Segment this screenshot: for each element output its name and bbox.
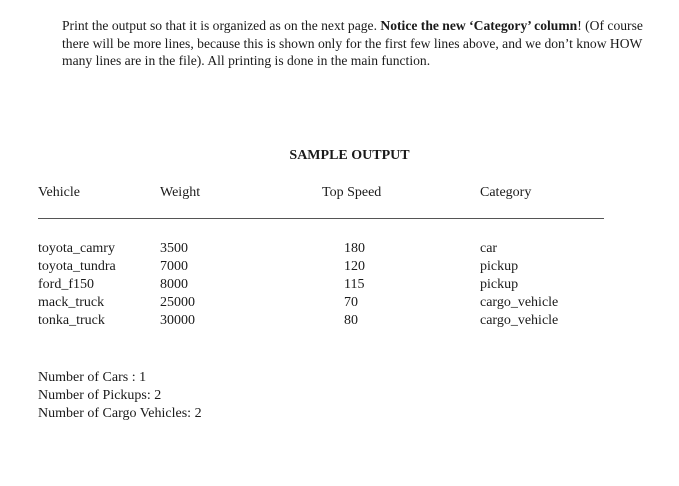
weight-cell: 7000 [160,259,188,274]
weight-cell: 30000 [160,313,195,328]
category-cell: cargo_vehicle [480,295,559,310]
weight-cell: 3500 [160,241,188,256]
weight-cell: 8000 [160,277,188,292]
instructions-paragraph [62,17,662,70]
intro-text-end: ! (Of course there will be more lines, because this is shown only for the first few lines above, and we don’t know HOW many lines are in the file). All printing is done in the main function. [62,18,643,68]
header-category: Category [480,185,532,200]
summary-pickups: Number of Pickups: 2 [38,388,162,403]
category-cell: pickup [480,277,519,292]
weight-cell: 25000 [160,295,195,310]
vehicle-cell: toyota_camry [38,241,115,256]
summary-cars: Number of Cars : 1 [38,370,147,385]
summary-block [38,369,202,423]
vehicle-cell: tonka_truck [38,313,105,328]
category-cell: car [480,241,498,256]
vehicle-column [38,240,116,330]
vehicle-cell: ford_f150 [38,277,94,292]
speed-cell: 80 [344,313,358,328]
vehicle-cell: mack_truck [38,295,105,310]
speed-cell: 180 [344,241,365,256]
vehicle-cell: toyota_tundra [38,259,116,274]
category-column [480,240,558,330]
intro-emphasis: Notice the new ‘Category’ column [380,18,578,33]
intro-text-start: Print the output so that it is organized as on the next page. [62,18,381,33]
header-top-speed: Top Speed [322,185,382,200]
header-vehicle: Vehicle [38,185,80,200]
category-cell: cargo_vehicle [480,313,559,328]
sample-output-title: SAMPLE OUTPUT [289,148,410,163]
header-divider [38,218,604,219]
speed-column [344,240,365,330]
speed-cell: 120 [344,259,365,274]
speed-cell: 70 [344,295,358,310]
weight-column [160,240,195,330]
header-weight: Weight [160,185,201,200]
category-cell: pickup [480,259,519,274]
summary-cargo: Number of Cargo Vehicles: 2 [38,406,202,421]
speed-cell: 115 [344,277,365,292]
